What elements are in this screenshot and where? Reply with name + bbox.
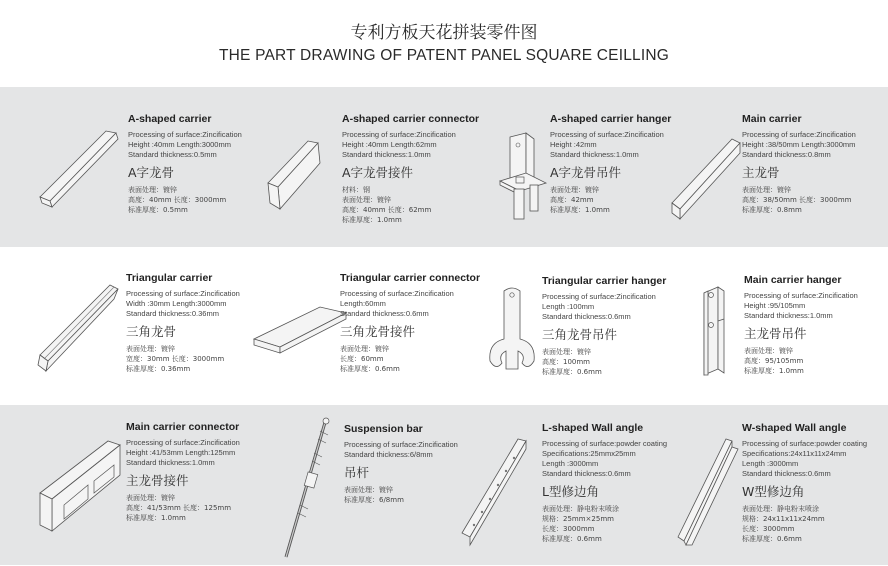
part-main-carrier-connector [0,405,240,565]
cn-spec-line: 标准厚度：0.36mm [126,365,191,373]
en-spec-line: Length :3000mm [742,459,799,468]
part-name: Triangular carrier hanger [542,275,667,287]
part-l-shaped-wall-angle [440,405,668,565]
en-spec-line: Processing of surface:Zincification [340,289,454,298]
chinese-name: 主龙骨 [742,165,780,180]
en-spec-line: Standard thickness:1.0mm [550,150,639,159]
main-carrier-hanger-drawing [694,285,744,381]
part-a-shaped-carrier [0,87,242,247]
en-spec-line: Height :40mm Length:62mm [342,140,437,149]
part-name: L-shaped Wall angle [542,422,644,434]
en-spec-line: Processing of surface:Zincification [344,440,458,449]
en-spec-line: Height :42mm [550,140,597,149]
part-triangular-carrier-connector [220,247,481,407]
part-name: Main carrier connector [126,421,240,433]
l-shaped-wall-angle-drawing [456,433,540,549]
cn-spec-line: 表面处理：镀锌 [340,345,389,353]
page-title-chinese: 专利方板天花拼装零件图 [350,23,538,43]
part-name: W-shaped Wall angle [742,422,847,434]
cn-spec-line: 标准厚度：6/8mm [344,496,404,504]
cn-spec-line: 高度：40mm 长度：3000mm [128,196,227,204]
cn-spec-line: 高度：38/50mm 长度：3000mm [742,196,852,204]
triangular-carrier-drawing [34,281,124,377]
en-spec-line: Processing of surface:Zincification [128,130,242,139]
part-name: A-shaped carrier connector [342,113,480,125]
cn-spec-line: 表面处理：静电粉末喷涂 [742,505,819,513]
chinese-name: 三角龙骨吊件 [542,327,618,342]
en-spec-line: Standard thickness:1.0mm [342,150,431,159]
chinese-name: A字龙骨 [128,165,175,180]
cn-spec-line: 标准厚度：1.0mm [126,514,186,522]
part-triangular-carrier [0,247,240,407]
cn-spec-line: 高度：100mm [542,358,590,366]
page-title-english: THE PART DRAWING OF PATENT PANEL SQUARE CEILLING [219,47,669,64]
chinese-name: 吊杆 [344,465,370,480]
en-spec-line: Standard thickness:1.0mm [744,311,833,320]
cn-spec-line: 标准厚度：0.6mm [340,365,400,373]
chinese-name: W型修边角 [742,484,805,499]
cn-spec-line: 长度：3000mm [742,525,795,533]
cn-spec-line: 高度：95/105mm [744,357,804,365]
chinese-name: 主龙骨吊件 [744,326,807,341]
part-name: Triangular carrier [126,272,213,284]
en-spec-line: Standard thickness:0.5mm [128,150,217,159]
part-main-carrier-hanger [660,247,880,407]
cn-spec-line: 规格：24x11x11x24mm [742,515,825,523]
cn-spec-line: 长度：3000mm [542,525,595,533]
triangular-carrier-connector-drawing [250,303,350,357]
en-spec-line: Standard thickness:0.6mm [542,469,631,478]
cn-spec-line: 标准厚度：0.6mm [542,368,602,376]
cn-spec-line: 标准厚度：0.6mm [742,535,802,543]
en-spec-line: Standard thickness:0.6mm [340,309,429,318]
part-main-carrier [660,87,880,247]
en-spec-line: Standard thickness:0.8mm [742,150,831,159]
cn-spec-line: 高度：40mm 长度：62mm [342,206,432,214]
a-shaped-carrier-hanger-drawing [496,131,556,227]
cn-spec-line: 标准厚度：0.8mm [742,206,802,214]
en-spec-line: Processing of surface:Zincification [542,292,656,301]
part-a-shaped-carrier-hanger [440,87,672,247]
en-spec-line: Height :41/53mm Length:125mm [126,448,236,457]
cn-spec-line: 宽度：30mm 长度：3000mm [126,355,225,363]
en-spec-line: Standard thickness:6/8mm [344,450,433,459]
triangular-carrier-hanger-drawing [484,285,540,381]
cn-spec-line: 表面处理：镀锌 [742,186,791,194]
en-spec-line: Height :38/50mm Length:3000mm [742,140,856,149]
chinese-name: A字龙骨吊件 [550,165,622,180]
a-shaped-carrier-drawing [30,125,130,220]
en-spec-line: Specifications:25mmx25mm [542,449,636,458]
en-spec-line: Length :100mm [542,302,595,311]
part-triangular-carrier-hanger [440,247,667,407]
chinese-name: A字龙骨接件 [342,165,414,180]
cn-spec-line: 标准厚度：1.0mm [342,216,402,224]
cn-spec-line: 表面处理：镀锌 [128,186,177,194]
en-spec-line: Standard thickness:0.6mm [742,469,831,478]
cn-spec-line: 表面处理：镀锌 [550,186,599,194]
cn-spec-line: 表面处理：静电粉末喷涂 [542,505,619,513]
en-spec-line: Length :3000mm [542,459,599,468]
en-spec-line: Processing of surface:Zincification [550,130,664,139]
en-spec-line: Height :40mm Length:3000mm [128,140,231,149]
chinese-name: 三角龙骨接件 [340,324,416,339]
en-spec-line: Standard thickness:1.0mm [126,458,215,467]
en-spec-line: Width :30mm Length:3000mm [126,299,227,308]
en-spec-line: Processing of surface:powder coating [742,439,868,448]
cn-spec-line: 材料：钢 [342,186,370,194]
main-carrier-connector-drawing [34,435,128,545]
suspension-bar-drawing [276,413,346,561]
chinese-name: 主龙骨接件 [126,473,189,488]
en-spec-line: Standard thickness:0.6mm [542,312,631,321]
en-spec-line: Processing of surface:Zincification [126,289,240,298]
cn-spec-line: 高度：42mm [550,196,594,204]
a-shaped-carrier-connector-drawing [262,137,342,217]
cn-spec-line: 表面处理：镀锌 [744,347,793,355]
cn-spec-line: 标准厚度：0.6mm [542,535,602,543]
part-a-shaped-carrier-connector [220,87,480,247]
en-spec-line: Processing of surface:Zincification [742,130,856,139]
en-spec-line: Processing of surface:Zincification [744,291,858,300]
part-name: Main carrier [742,113,802,125]
en-spec-line: Processing of surface:Zincification [342,130,456,139]
part-name: Suspension bar [344,423,423,435]
cn-spec-line: 标准厚度：1.0mm [744,367,804,375]
part-w-shaped-wall-angle [660,405,880,565]
cn-spec-line: 表面处理：镀锌 [342,196,391,204]
cn-spec-line: 标准厚度：0.5mm [128,206,188,214]
en-spec-line: Processing of surface:Zincification [126,438,240,447]
cn-spec-line: 表面处理：镀锌 [344,486,393,494]
part-name: A-shaped carrier hanger [550,113,672,125]
cn-spec-line: 长度：60mm [340,355,384,363]
en-spec-line: Processing of surface:powder coating [542,439,668,448]
en-spec-line: Length:60mm [340,299,386,308]
main-carrier-drawing [668,133,748,223]
cn-spec-line: 高度：41/53mm 长度：125mm [126,504,232,512]
cn-spec-line: 表面处理：镀锌 [542,348,591,356]
cn-spec-line: 表面处理：镀锌 [126,345,175,353]
en-spec-line: Specifications:24x11x11x24mm [742,449,847,458]
cn-spec-line: 标准厚度：1.0mm [550,206,610,214]
chinese-name: L型修边角 [542,484,599,499]
part-name: Main carrier hanger [744,274,842,286]
en-spec-line: Standard thickness:0.36mm [126,309,219,318]
en-spec-line: Height :95/105mm [744,301,806,310]
cn-spec-line: 规格：25mm×25mm [542,515,614,523]
chinese-name: 三角龙骨 [126,324,177,339]
w-shaped-wall-angle-drawing [674,433,744,547]
part-suspension-bar [220,405,458,565]
cn-spec-line: 表面处理：镀锌 [126,494,175,502]
part-name: Triangular carrier connector [340,272,481,284]
part-name: A-shaped carrier [128,113,212,125]
